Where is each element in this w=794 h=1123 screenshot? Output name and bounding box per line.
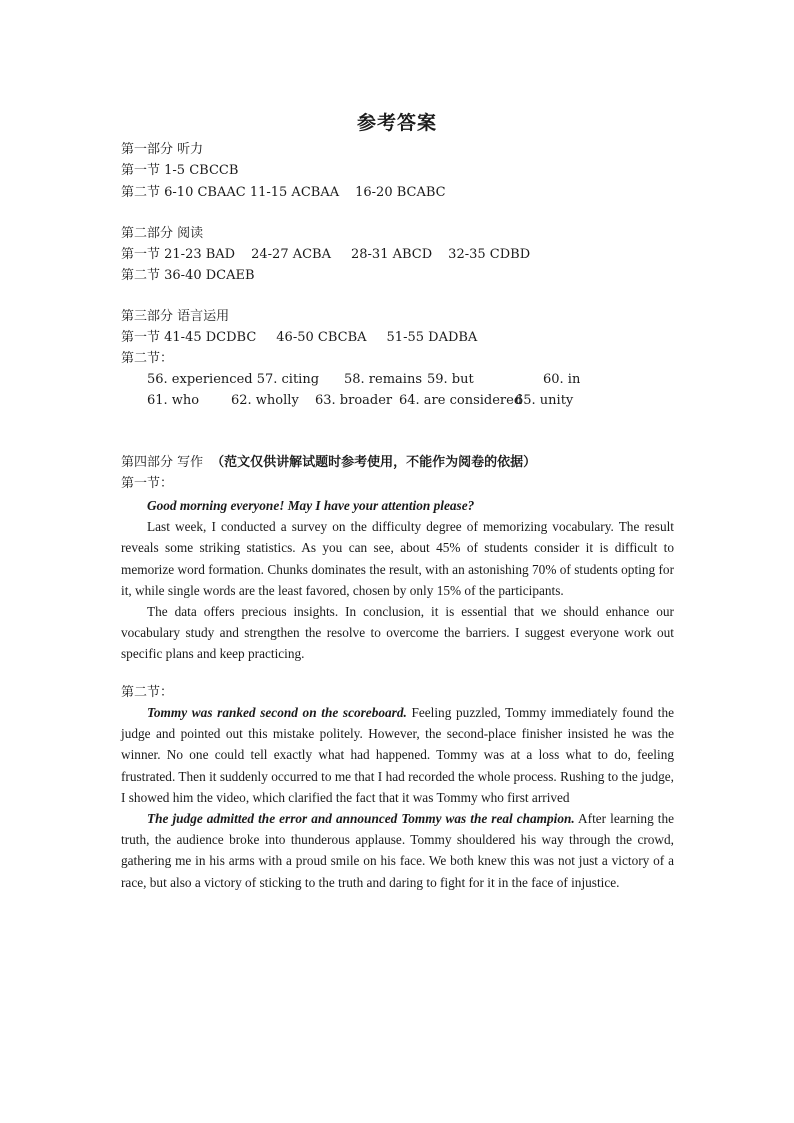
part1-section1: 第一节 1-5 CBCCB — [121, 163, 239, 178]
answer-65: 65. unity — [515, 393, 574, 408]
essay2-paragraph1-text: Feeling puzzled, Tommy immediately found the judge and pointed out this mistake politely. However, the second-place finisher insisted he was the winner. No one could tell exactly what had happened. Tommy was at a loss what to do, feeling frustrated. Then it suddenly occurred to me that I had recorded the whole process. Rushing to the judge, I showed him the video, which clarified the fact that it was Tommy who first arrived — [121, 705, 674, 805]
essay2-paragraph2-text: After learning the truth, the audience broke into thunderous applause. Tommy shouldered his way through the crowd, gathering me in his arms with a proud smile on his face. We both knew this was not just a victory of a race, but also a victory of sticking to the truth and daring to fight for it in the face of injustice. — [121, 811, 674, 890]
part3-section1-c: 51-55 DADBA — [386, 330, 478, 345]
part2-section1-a: 第一节 21-23 BAD — [121, 247, 236, 262]
essay2-paragraph1-lead: Tommy was ranked second on the scoreboard. — [147, 705, 407, 720]
essay2-paragraph2-lead: The judge admitted the error and announced Tommy was the real champion. — [147, 811, 575, 827]
part1-section2 — [121, 183, 446, 203]
part4-section1: 第一节： — [121, 476, 174, 491]
essay2-paragraph1 — [121, 702, 674, 808]
answer-58: 58. remains — [344, 372, 422, 387]
part2-section1-b: 24-27 ACBA — [251, 247, 331, 262]
part3-section1-b: 46-50 CBCBA — [276, 330, 367, 345]
essay1 — [121, 495, 674, 665]
answer-64: 64. are considered — [399, 393, 523, 408]
part1-section2-a: 第二节 6-10 CBAAC 11-15 ACBAA — [121, 185, 340, 200]
answer-59: 59. but — [427, 372, 474, 387]
part2-section1 — [121, 245, 530, 265]
answer-62: 62. wholly — [231, 393, 299, 408]
essay1-paragraph1-text: Last week, I conducted a survey on the difficulty degree of memorizing vocabulary. The result reveals some striking statistics. As you can see, about 45% of students consider it is difficult to memorize word formation. Chunks dominates the result, with an astonishing 70% of students opting for it, while single words are the least favored, chosen by only 15% of the participants. — [121, 519, 674, 598]
essay2-paragraph2 — [121, 808, 674, 893]
answer-61: 61. who — [147, 393, 200, 408]
part3-heading: 第三部分 语言运用 — [121, 309, 230, 324]
answer-56-57: 56. experienced 57. citing — [147, 372, 320, 387]
part1-section2-b: 16-20 BCABC — [355, 185, 446, 200]
part2-section1-c: 28-31 ABCD — [351, 247, 433, 262]
essay1-title-text: Good morning everyone! May I have your attention please? — [147, 498, 475, 513]
page-title: 参考答案 — [356, 112, 437, 134]
part2-section1-d: 32-35 CDBD — [448, 247, 531, 262]
essay1-title — [121, 495, 674, 516]
essay1-paragraph2-text: The data offers precious insights. In conclusion, it is essential that we should enhance our vocabulary study and strengthen the resolve to overcome the barriers. I suggest everyone work out specific plans and keep practicing. — [121, 604, 674, 662]
part3-section2: 第二节： — [121, 351, 174, 366]
part3-section1-a: 第一节 41-45 DCDBC — [121, 330, 257, 345]
essay1-paragraph2 — [121, 601, 674, 665]
part2-heading: 第二部分 阅读 — [121, 226, 204, 241]
part4-heading-text: 第四部分 写作 — [121, 455, 204, 470]
answer-60: 60. in — [543, 372, 581, 387]
part4-heading — [121, 453, 536, 473]
part1-heading: 第一部分 听力 — [121, 142, 204, 157]
answer-63: 63. broader — [315, 393, 393, 408]
essay2 — [121, 702, 674, 893]
essay1-paragraph1 — [121, 516, 674, 601]
part2-section2: 第二节 36-40 DCAEB — [121, 268, 255, 283]
part4-section2: 第二节： — [121, 685, 174, 700]
part4-note: （范文仅供讲解试题时参考使用，不能作为阅卷的依据） — [211, 455, 537, 470]
part3-section1 — [121, 328, 477, 348]
